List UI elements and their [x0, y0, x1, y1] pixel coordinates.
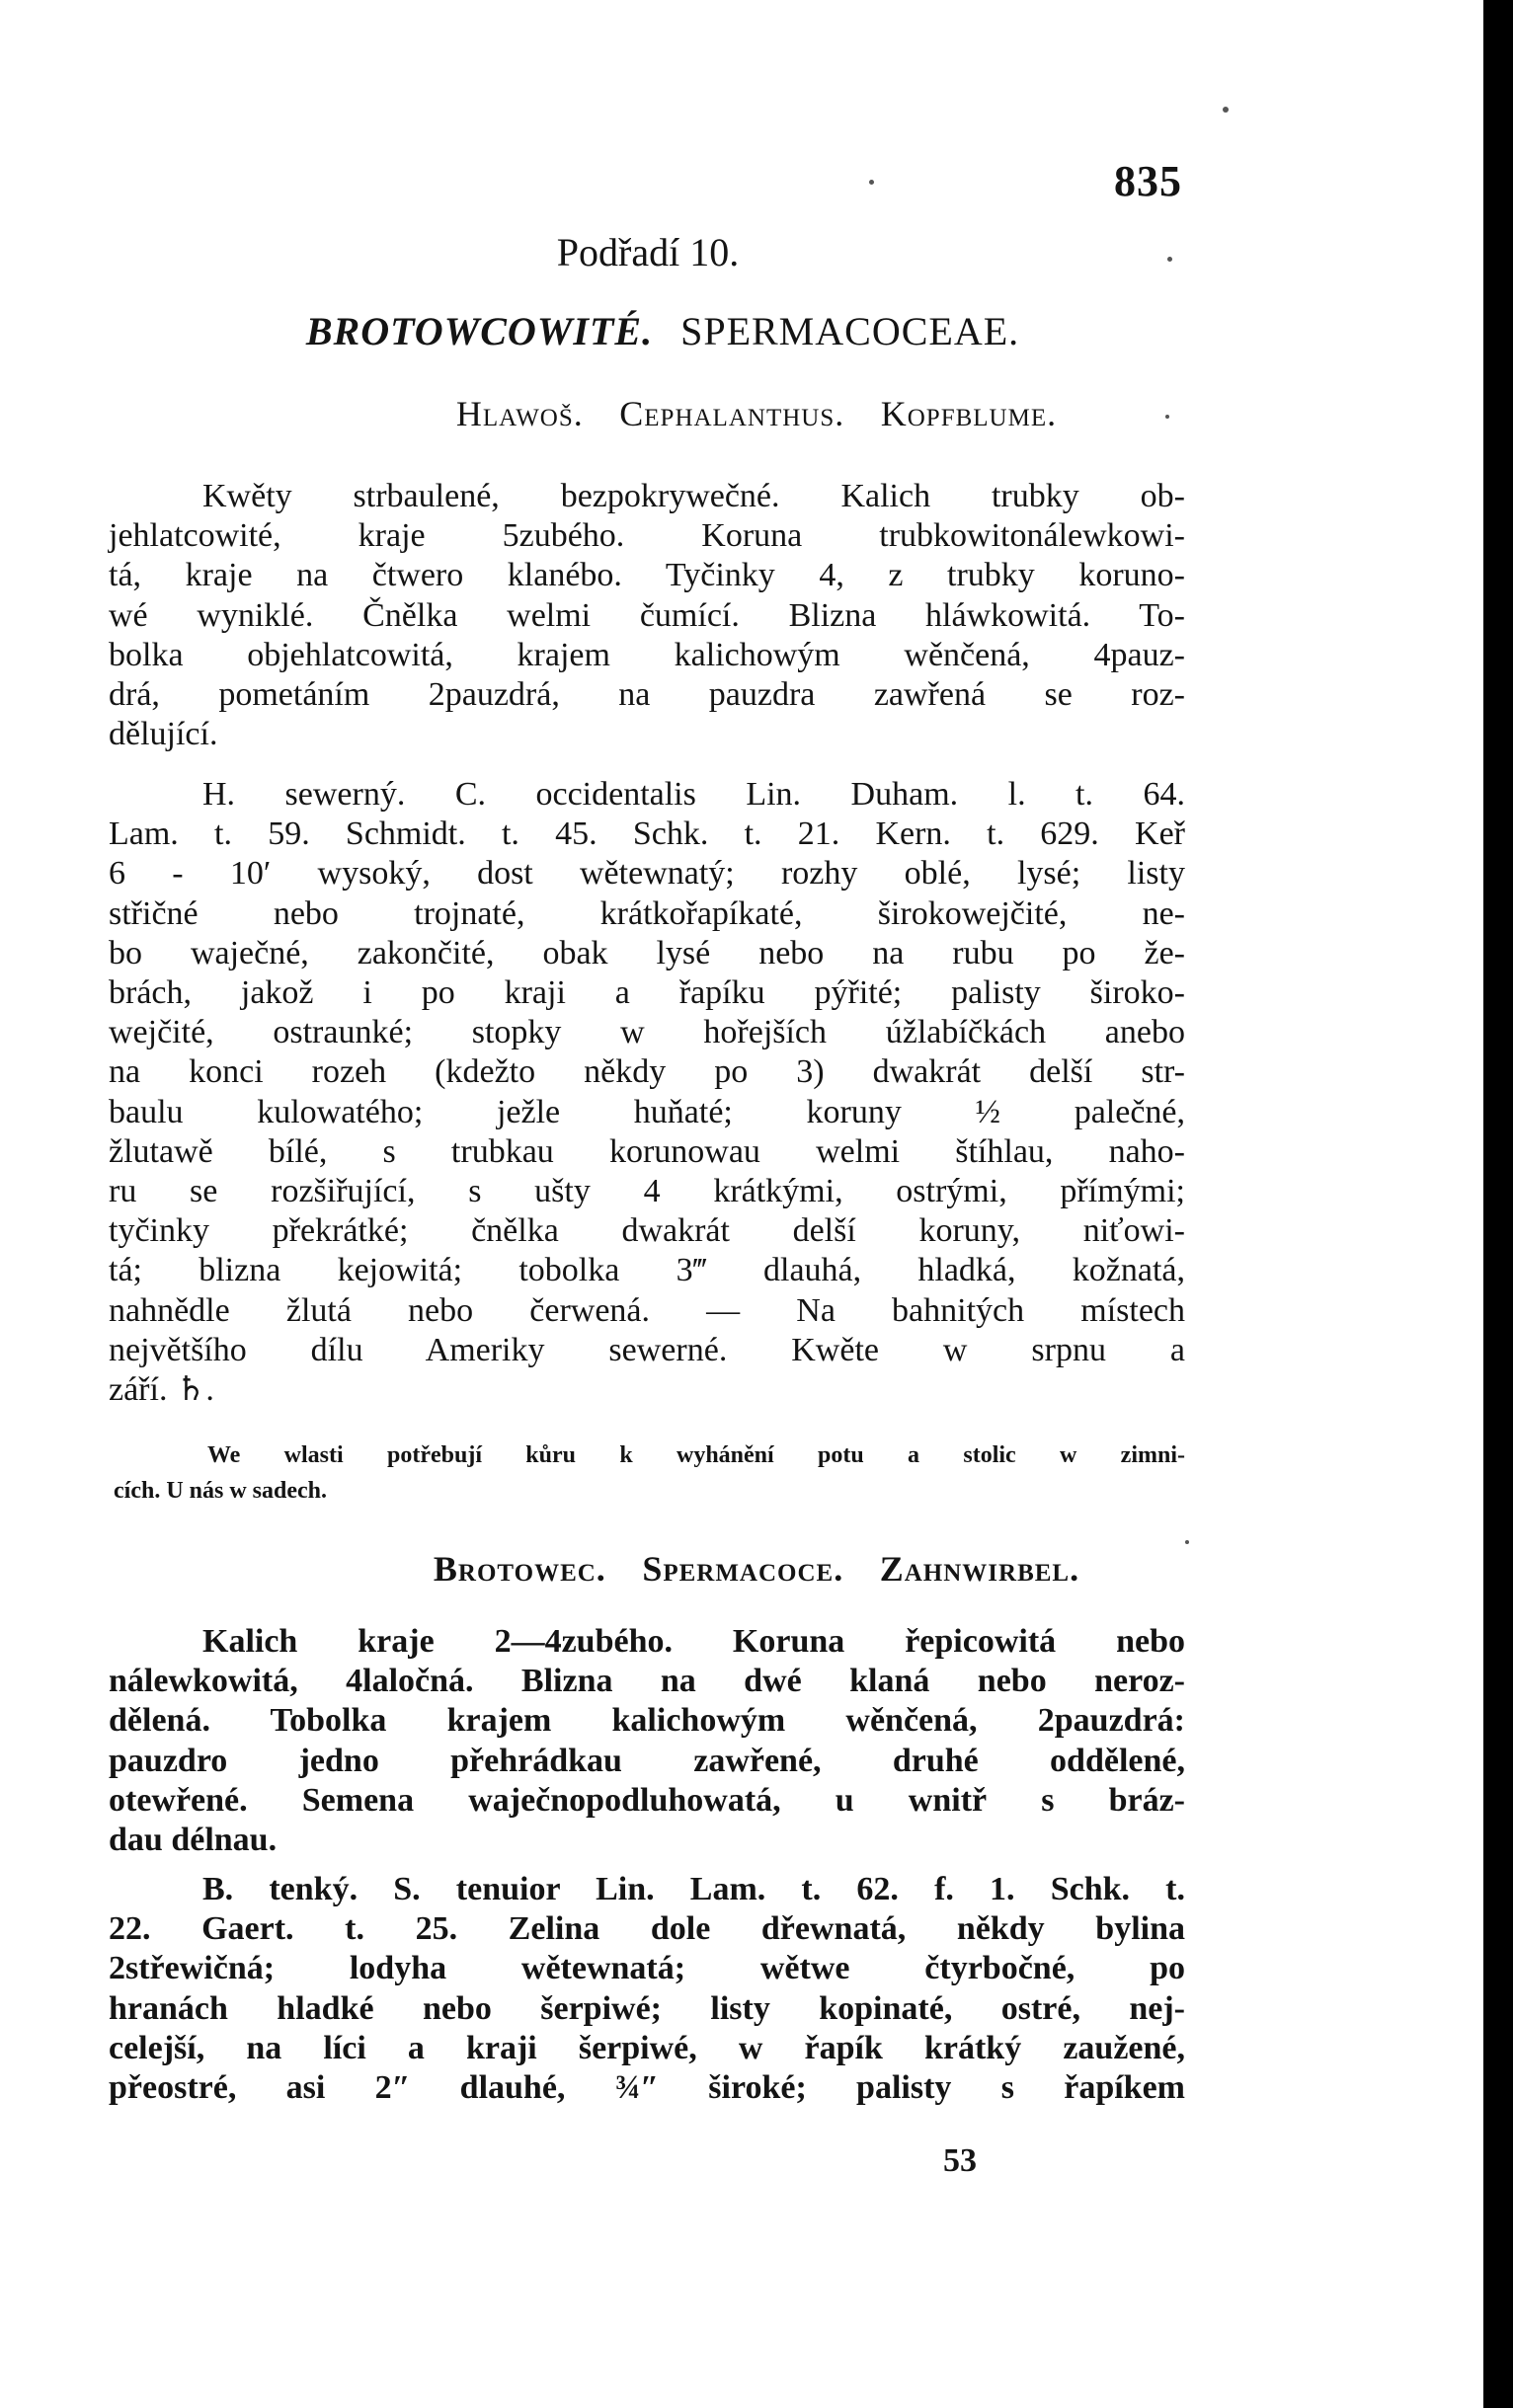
printer-signature: 53 — [943, 2142, 977, 2179]
text-line: Lam. t. 59. Schmidt. t. 45. Schk. t. 21. Kern. t. 629. Keř — [109, 816, 1185, 853]
scan-speck — [1223, 107, 1229, 113]
text-line: wejčité, ostraunké; stopky w hořejších úžlabíčkách anebo — [109, 1014, 1185, 1051]
text-line: dělující. — [109, 716, 218, 753]
genus-czech-name: Brotowec. — [433, 1549, 606, 1589]
genus-1-description — [109, 477, 1185, 754]
text-line: nahnědle žlutá nebo čerwená. — Na bahnitých místech — [109, 1291, 1185, 1329]
family-latin: SPERMACOCEAE. — [680, 309, 1020, 353]
family-czech: BROTOWCOWITÉ. — [305, 309, 654, 353]
text-line: tá; blizna kejowitá; tobolka 3‴ dlauhá, hladká, kožnatá, — [109, 1252, 1185, 1289]
text-line: H. sewerný. C. occidentalis Lin. Duham. l. t. 64. — [202, 776, 1185, 813]
text-line: dau délnau. — [109, 1822, 278, 1859]
genus-1-note — [114, 1437, 1185, 1509]
text-line: přeostré, asi 2″ dlauhé, ¾″ široké; palisty s řapíkem — [109, 2069, 1185, 2107]
text-line: pauzdro jedno přehrádkau zawřené, druhé oddělené, — [109, 1742, 1185, 1779]
text-line: wé wyniklé. Čnělka welmi čumící. Blizna hláwkowitá. To- — [109, 596, 1185, 634]
text-line: dělená. Tobolka krajem kalichowým wěnčená, 2pauzdrá: — [109, 1702, 1185, 1740]
genus-heading-2 — [0, 1548, 1513, 1590]
text-line: baulu kulowatého; ježle huňaté; koruny ½ palečné, — [109, 1093, 1185, 1130]
text-line: na konci rozeh (kdežto někdy po 3) dwakrát delší str- — [109, 1053, 1185, 1091]
text-line: 2střewičná; lodyha wětewnatá; wětwe čtyrbočné, po — [109, 1950, 1185, 1987]
note-line: We wlasti potřebují kůru k wyhánění potu a stolic w zimni- — [207, 1442, 1185, 1468]
text-line: tá, kraje na čtwero klanébo. Tyčinky 4, z trubky koruno- — [109, 557, 1185, 594]
page-number: 835 — [1114, 157, 1182, 205]
text-line: otewřené. Semena waječnopodluhowatá, u wnitř s bráz- — [109, 1781, 1185, 1819]
text-line: jehlatcowité, kraje 5zubého. Koruna trubkowitonálewkowi- — [109, 517, 1185, 555]
text-line: bo waječné, zakončité, obak lysé nebo na rubu po že- — [109, 934, 1185, 971]
text-line: nálewkowitá, 4laločná. Blizna na dwé klaná nebo neroz- — [109, 1663, 1185, 1700]
scan-speck — [1167, 257, 1172, 262]
scan-edge — [1483, 0, 1513, 2408]
subsection-heading: Podřadí 10. — [556, 230, 740, 274]
family-heading — [0, 308, 1419, 354]
text-line: střičné nebo trojnaté, krátkořapíkaté, širokowejčité, ne- — [109, 894, 1185, 932]
genus-2-description — [109, 1622, 1185, 1860]
text-line: září. ♄. — [109, 1371, 214, 1409]
genus-german-name: Zahnwirbel. — [879, 1549, 1080, 1589]
text-line: tyčinky překrátké; čnělka dwakrát delší koruny, niťowi- — [109, 1212, 1185, 1250]
text-line: bolka objehlatcowitá, krajem kalichowým wěnčená, 4pauz- — [109, 636, 1185, 673]
note-line: cích. U nás w sadech. — [114, 1478, 328, 1504]
genus-heading-1 — [0, 393, 1513, 434]
genus-1-species — [109, 775, 1185, 1410]
text-line: drá, pometáním 2pauzdrá, na pauzdra zawřená se roz- — [109, 676, 1185, 714]
genus-german-name: Kopfblume. — [880, 394, 1058, 433]
text-line: Kwěty strbaulené, bezpokrywečné. Kalich trubky ob- — [202, 478, 1185, 514]
text-line: hranách hladké nebo šerpiwé; listy kopinaté, ostré, nej- — [109, 1989, 1185, 2027]
genus-latin-name: Cephalanthus. — [619, 394, 845, 433]
genus-czech-name: Hlawoš. — [455, 394, 584, 433]
text-line: B. tenký. S. tenuior Lin. Lam. t. 62. f. 1. Schk. t. — [202, 1871, 1185, 1907]
text-line: největšího dílu Ameriky sewerné. Kwěte w srpnu a — [109, 1331, 1185, 1368]
text-line: celejší, na líci a kraji šerpiwé, w řapík krátký zaužené, — [109, 2029, 1185, 2066]
text-line: brách, jakož i po kraji a řapíku pýřité; palisty široko- — [109, 974, 1185, 1012]
text-line: žlutawě bílé, s trubkau korunowau welmi štíhlau, naho- — [109, 1132, 1185, 1170]
scan-speck — [1165, 415, 1169, 419]
genus-latin-name: Spermacoce. — [642, 1549, 844, 1589]
text-line: 22. Gaert. t. 25. Zelina dole dřewnatá, někdy bylina — [109, 1910, 1185, 1948]
genus-2-species — [109, 1870, 1185, 2108]
scan-speck — [869, 180, 874, 185]
text-line: ru se rozšiřující, s ušty 4 krátkými, ostrými, přímými; — [109, 1173, 1185, 1210]
scan-speck — [1185, 1540, 1189, 1544]
text-line: Kalich kraje 2—4zubého. Koruna řepicowitá nebo — [202, 1623, 1185, 1660]
text-line: 6 - 10′ wysoký, dost wětewnatý; rozhy oblé, lysé; listy — [109, 855, 1185, 893]
